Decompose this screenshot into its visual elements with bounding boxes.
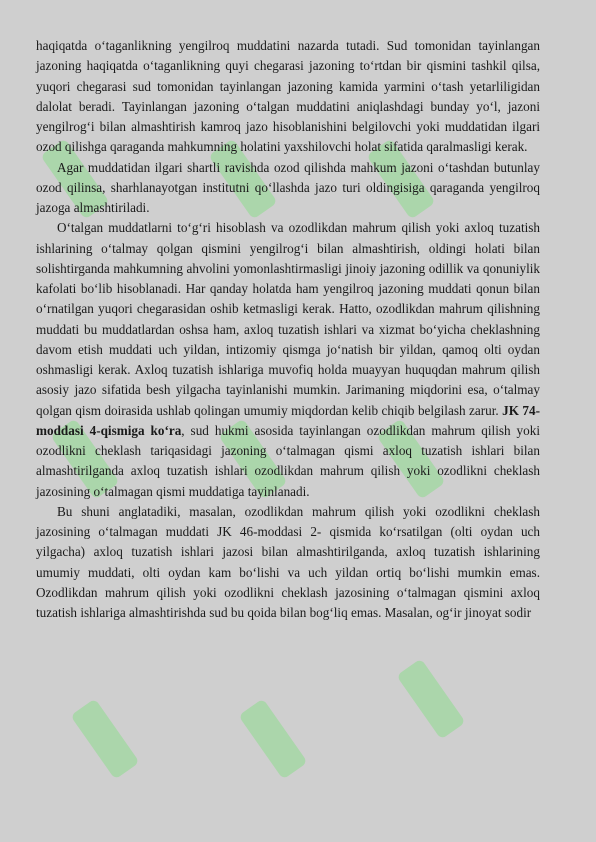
paragraph-2: Agar muddatidan ilgari shartli ravishda ozod qilishda mahkum jazoni o‘tashdan butunlay ozod qilinsa, sharhlanayotgan institutni qo‘llashda jazo turi oldingisiga qaraganda yengilroq jazoga almashtiriladi. [36,159,540,215]
body-text [36,36,540,623]
law-reference: JK 74-moddasi 4-qismiga ko‘ra [36,402,540,438]
paragraph-4: Bu shuni anglatadiki, masalan, ozodlikdan mahrum qilish yoki ozodlikni cheklash jazosining o‘talmagan muddati JK 46-moddasi 2- qismida ko‘rsatilgan (olti oydan uch yilgacha) axloq tuzatish ishlari jazosi bilan almashtirilganda, axloq tuzatish ishlarining umumiy muddati, olti oydan kam bo‘lishi va uch yildan ortiq bo‘lishi mumkin emas. Ozodlikdan mahrum qilish yoki ozodlikni cheklash jazosining o‘talmagan qismini axloq tuzatish ishlariga almashtirishda sud bu qoida bilan bog‘liq emas. Masalan, og‘ir jinoyat sodir [36,503,540,620]
watermark-stroke [70,698,139,779]
paragraph-1: haqiqatda o‘taganlikning yengilroq muddatini nazarda tutadi. Sud tomonidan tayinlangan jazoning haqiqatda o‘taganlikning quyi chegarasi jazoning to‘rtdan bir qismini tashkil qilsa, yuqori chegarasi sud tomonidan tayinlangan jazoning kamida yarmini o‘tash yetarliligidan dalolat beradi. Tayinlangan jazoning o‘talgan muddatini aniqlashdagi bunday yo‘l, jazoni yengilrog‘i bilan almashtirish kamroq jazo hisoblanishini belgilovchi yoki muddatidan ilgari ozod qilishga qaraganda mahkumning holatini yaxshilovchi holat sifatida qaralmasligi kerak. [36,38,540,155]
paragraph-3: O‘talgan muddatlarni to‘g‘ri hisoblash va ozodlikdan mahrum qilish yoki axloq tuzatish ishlarining o‘talmay qolgan qismini yengilrog‘i bilan almashtirish, oldingi holati bilan solishtirganda mahkumning ahvolini yomonlashtirmasligi jinoiy jazoning odillik va qonuniylik kafolati bo‘lib hisoblanadi. Har qanday holatda ham yengilroq jazoning muddati qonun bilan o‘rnatilgan yuqori chegarasidan oshib ketmasligi kerak. Hatto, ozodlikdan mahrum qilishning muddati bu muddatlardan oshsa ham, axloq tuzatish ishlari va xizmat bo‘yicha cheklashning davom etish muddati uch yildan, intizomiy qismga jo‘natish bir yildan, qamoq olti oydan oshmasligi kerak. Axloq tuzatish ishlariga muvofiq holda muayyan huquqdan mahrum qilish asosiy jazo sifatida besh yilgacha tayinlanishi mumkin. Jarimaning miqdorini esa, o‘talmay qolgan qism doirasida ushlab qolingan umumiy miqdordan kelib chiqib belgilash zarur. JK 74-moddasi 4-qismiga ko‘ra, sud hukmi asosida tayinlangan ozodlikdan mahrum qilish yoki ozodlikni cheklash tariqasidagi jazoning o‘talmagan qismi axloq tuzatish ishlari bilan almashtirilganda axloq tuzatish ishlari ozodlikdan mahrum qilish yoki ozodlikni cheklash jazosining o‘talmagan qismi muddatiga tayinlanadi. [36,220,540,499]
watermark-stroke [238,698,307,779]
watermark-stroke [396,658,465,739]
